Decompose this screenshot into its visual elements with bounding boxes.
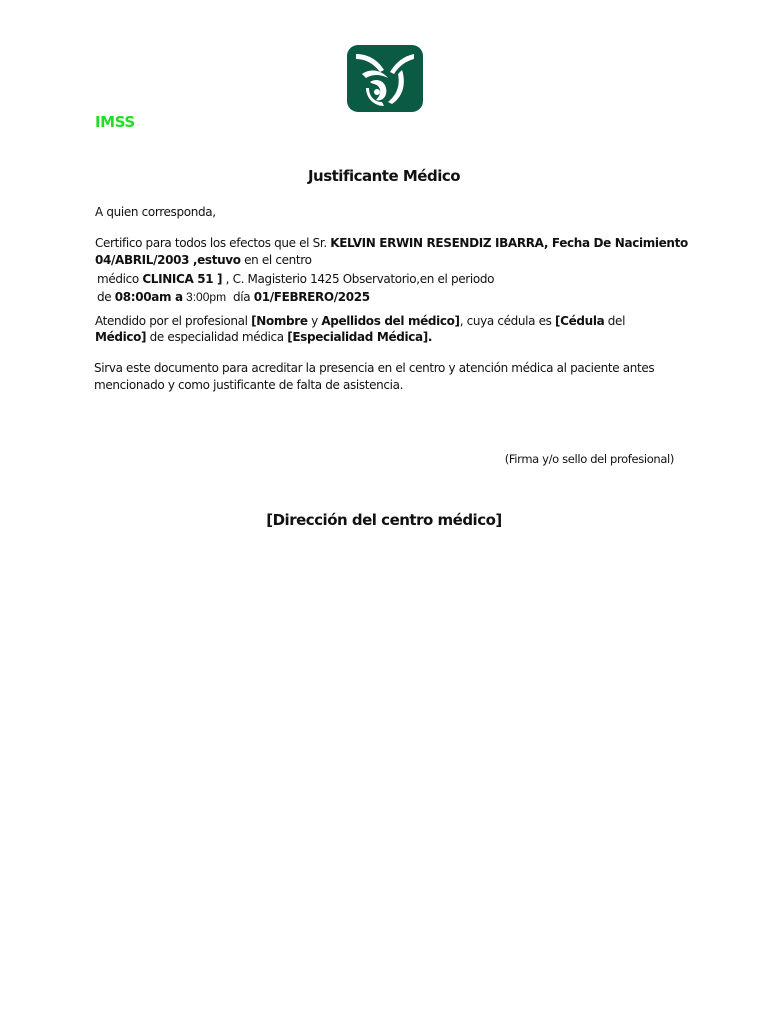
license-placeholder: Médico]	[95, 330, 147, 344]
imss-eagle-logo-icon	[346, 44, 424, 113]
text: Certifico para todos los efectos que el Sr.	[95, 236, 331, 250]
paragraph-2-line-1	[95, 313, 625, 330]
specialty-placeholder: [Especialidad Médica].	[287, 330, 433, 344]
paragraph-2-line-2	[95, 329, 432, 346]
start-time: 08:00am a	[114, 290, 183, 304]
paragraph-1-line-2	[95, 252, 312, 269]
birth-date: 04/ABRIL/2003 ,estuvo	[95, 253, 241, 267]
end-time: 3:00pm	[182, 290, 227, 304]
brand-label: IMSS	[95, 113, 135, 131]
text: día	[226, 290, 254, 304]
text: , Fecha De Nacimiento	[543, 236, 688, 250]
clinic-name: CLINICA 51 ]	[142, 272, 223, 286]
paragraph-1-line-3	[97, 271, 494, 288]
document-title: Justificante Médico	[307, 167, 461, 185]
clinic-address: , C. Magisterio 1425 Observatorio,en el periodo	[222, 272, 495, 286]
text: en el centro	[240, 253, 312, 267]
doctor-placeholder: [Nombre	[251, 314, 308, 328]
text: del	[604, 314, 626, 328]
paragraph-3-line-1: Sirva este documento para acreditar la presencia en el centro y atención médica al paciente antes	[94, 361, 655, 375]
text: , cuya cédula es	[459, 314, 555, 328]
signature-line: (Firma y/o sello del profesional)	[504, 452, 674, 466]
medical-center-address: [Dirección del centro médico]	[266, 511, 502, 529]
text: médico	[97, 272, 143, 286]
patient-name: KELVIN ERWIN RESENDIZ IBARRA	[330, 236, 544, 250]
visit-date: 01/FEBRERO/2025	[253, 290, 370, 304]
paragraph-1-line-1	[95, 235, 688, 252]
paragraph-3-line-2: mencionado y como justificante de falta de asistencia.	[94, 378, 404, 392]
text: de	[97, 290, 115, 304]
doctor-placeholder: Apellidos del médico]	[321, 314, 460, 328]
text: de especialidad médica	[146, 330, 288, 344]
paragraph-1-line-4	[97, 289, 370, 306]
text: y	[307, 314, 322, 328]
text: Atendido por el profesional	[95, 314, 252, 328]
license-placeholder: [Cédula	[555, 314, 605, 328]
greeting: A quien corresponda,	[95, 205, 216, 219]
